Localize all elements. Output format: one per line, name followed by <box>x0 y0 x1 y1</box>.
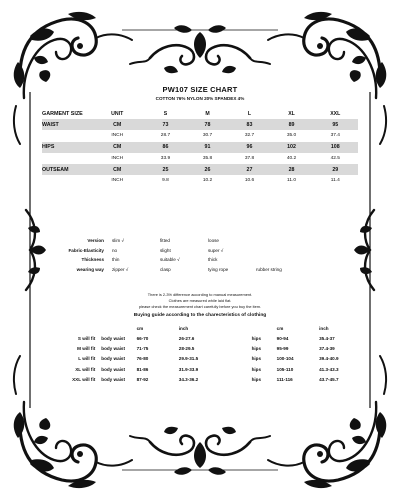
feature-option: slim √ <box>112 238 124 244</box>
guide-part: hips <box>251 366 262 372</box>
buying-guide-title: Buying guide according to the charecteristics of clothing <box>133 313 267 318</box>
waist-cm-xxl: 95 <box>313 119 358 130</box>
feature-option: fitted <box>160 238 170 244</box>
guide-size: L will fit <box>78 356 96 362</box>
guide-part: hips <box>251 356 262 362</box>
guide-inch: 28-29.5 <box>178 346 195 352</box>
guide-cm: 105-110 <box>276 366 294 372</box>
outseam-cm-m: 26 <box>186 164 228 175</box>
feature-option: slight <box>160 247 171 253</box>
size-table-header <box>42 108 358 119</box>
header-size-xl: XL <box>288 110 295 117</box>
waist-cm-l: 83 <box>229 119 271 130</box>
header-size-l: L <box>247 110 252 117</box>
guide-part: hips <box>251 346 262 352</box>
feature-option: zipper √ <box>112 266 129 272</box>
hips-cm-row <box>42 142 358 153</box>
waist-inch-l: 32.7 <box>244 133 255 139</box>
waist-inch-unit: INCH <box>111 133 124 139</box>
guide-size: S will fit <box>77 335 96 341</box>
waist-inch-m: 30.7 <box>202 133 213 139</box>
guide-inch: 35.4-37 <box>319 335 335 341</box>
outseam-inch-unit: INCH <box>111 178 124 184</box>
feature-label: Version <box>87 238 104 244</box>
guide-cm: 100-104 <box>276 356 294 362</box>
waist-inch-xl: 35.0 <box>286 133 297 139</box>
guide-part: body waist <box>101 356 126 362</box>
feature-row-wearing-way <box>46 265 300 275</box>
hips-cm-l: 96 <box>229 142 271 153</box>
buying-guide-table <box>60 324 358 385</box>
guide-row-m <box>60 343 358 353</box>
guide-row-s <box>60 333 358 343</box>
waist-unit: CM <box>90 119 144 130</box>
feature-row-version <box>46 236 300 246</box>
note-line: There is 2-3% difference according to manual measurement. <box>147 292 253 297</box>
feature-label: wearing way <box>76 266 104 272</box>
guide-part: body waist <box>101 366 126 372</box>
outseam-cm-row <box>42 164 358 175</box>
waist-inch-s: 28.7 <box>160 133 171 139</box>
outseam-cm-l: 27 <box>229 164 271 175</box>
guide-part: hips <box>251 377 262 383</box>
feature-row-thickness <box>46 255 300 265</box>
guide-units-row <box>60 324 358 333</box>
waist-cm-xl: 89 <box>271 119 313 130</box>
guide-unit-cm: cm <box>276 326 284 331</box>
guide-inch: 37.4-39 <box>319 346 335 352</box>
outseam-inch-s: 9.8 <box>162 178 169 184</box>
outseam-inch-row <box>42 175 358 186</box>
feature-option: tying rope <box>208 266 229 272</box>
feature-label: Fabric-Elasticity <box>68 247 104 253</box>
guide-cm: 111-116 <box>276 377 293 383</box>
guide-inch: 29.9-31.5 <box>178 356 199 362</box>
feature-option: thin <box>112 257 120 263</box>
feature-label: Thickness <box>81 257 104 263</box>
note-line: Clothes are measured while laid flat. <box>168 298 232 304</box>
guide-inch: 31.9-33.9 <box>178 366 199 372</box>
guide-cm: 71-75 <box>136 346 149 352</box>
guide-size: XXL will fit <box>72 377 96 383</box>
feature-option <box>252 246 300 256</box>
guide-cm: 87-92 <box>136 377 149 383</box>
hips-label: HIPS <box>42 142 90 153</box>
guide-inch: 43.7-45.7 <box>319 377 339 383</box>
size-table <box>42 108 358 186</box>
header-garment-size: GARMENT SIZE <box>42 110 83 117</box>
guide-unit-cm: cm <box>136 326 144 331</box>
waist-inch-row <box>42 130 358 141</box>
guide-inch: 26-27.6 <box>178 335 195 341</box>
guide-inch: 41.3-43.3 <box>319 366 339 372</box>
header-unit: UNIT <box>111 110 124 117</box>
feature-option: no <box>112 247 118 253</box>
hips-unit: CM <box>90 142 144 153</box>
feature-option: suitable √ <box>160 257 180 263</box>
hips-cm-m: 91 <box>186 142 228 153</box>
feature-option <box>252 236 300 246</box>
outseam-inch-xxl: 11.4 <box>330 178 340 184</box>
outseam-cm-xxl: 29 <box>313 164 358 175</box>
guide-part: body waist <box>101 346 126 352</box>
guide-unit-inch: inch <box>178 326 189 331</box>
outseam-cm-xl: 28 <box>271 164 313 175</box>
waist-cm-s: 73 <box>144 119 186 130</box>
guide-size: M will fit <box>77 346 96 352</box>
guide-inch: 39.4-40.9 <box>319 356 339 362</box>
guide-unit-inch: inch <box>319 326 329 331</box>
waist-cm-row <box>42 119 358 130</box>
feature-option: rubber string <box>256 266 282 272</box>
hips-inch-l: 37.8 <box>244 155 255 161</box>
guide-cm: 81-86 <box>136 366 149 372</box>
hips-cm-xxl: 108 <box>313 142 358 153</box>
hips-cm-s: 86 <box>144 142 186 153</box>
feature-option: clasp <box>160 266 171 272</box>
header-size-xxl: XXL <box>330 110 341 117</box>
outseam-inch-xl: 11.0 <box>287 178 297 184</box>
header-size-s: S <box>163 110 168 117</box>
guide-row-xl <box>60 364 358 374</box>
guide-part: body waist <box>101 377 126 383</box>
feature-option: thick <box>208 257 218 263</box>
feature-row-elasticity <box>46 246 300 256</box>
feature-option <box>252 255 300 265</box>
measurement-notes <box>42 292 358 310</box>
guide-row-xxl <box>60 375 358 385</box>
guide-row-l <box>60 354 358 364</box>
outseam-unit: CM <box>90 164 144 175</box>
header-size-m: M <box>205 110 210 117</box>
feature-option: super √ <box>208 247 224 253</box>
waist-cm-m: 78 <box>186 119 228 130</box>
hips-inch-row <box>42 153 358 164</box>
guide-cm: 66-70 <box>136 335 149 341</box>
features-table <box>46 236 300 274</box>
feature-option: loose <box>208 238 219 244</box>
guide-cm: 76-80 <box>136 356 149 362</box>
guide-part: body waist <box>101 335 126 341</box>
hips-inch-m: 35.8 <box>202 155 213 161</box>
waist-label: WAIST <box>42 119 90 130</box>
guide-cm: 95-99 <box>276 346 289 352</box>
guide-inch: 34.3-36.2 <box>178 377 199 383</box>
hips-inch-unit: INCH <box>111 155 124 161</box>
guide-size: XL will fit <box>75 366 96 372</box>
chart-title: PW107 SIZE CHART <box>162 85 238 94</box>
hips-inch-xxl: 42.5 <box>330 155 340 161</box>
hips-inch-xl: 40.2 <box>286 155 297 161</box>
outseam-inch-l: 10.6 <box>244 178 255 184</box>
waist-inch-xxl: 37.4 <box>330 133 340 139</box>
material-composition: COTTON 76% NYLON 20% SPANDEX 4% <box>155 96 245 101</box>
outseam-cm-s: 25 <box>144 164 186 175</box>
guide-part: hips <box>251 335 262 341</box>
hips-inch-s: 33.9 <box>160 155 171 161</box>
hips-cm-xl: 102 <box>271 142 313 153</box>
outseam-inch-m: 10.2 <box>202 178 213 184</box>
outseam-label: OUTSEAM <box>42 164 90 175</box>
note-line: please check the measurement chart carefully before you buy the item. <box>138 304 262 310</box>
guide-cm: 90-94 <box>276 335 289 341</box>
